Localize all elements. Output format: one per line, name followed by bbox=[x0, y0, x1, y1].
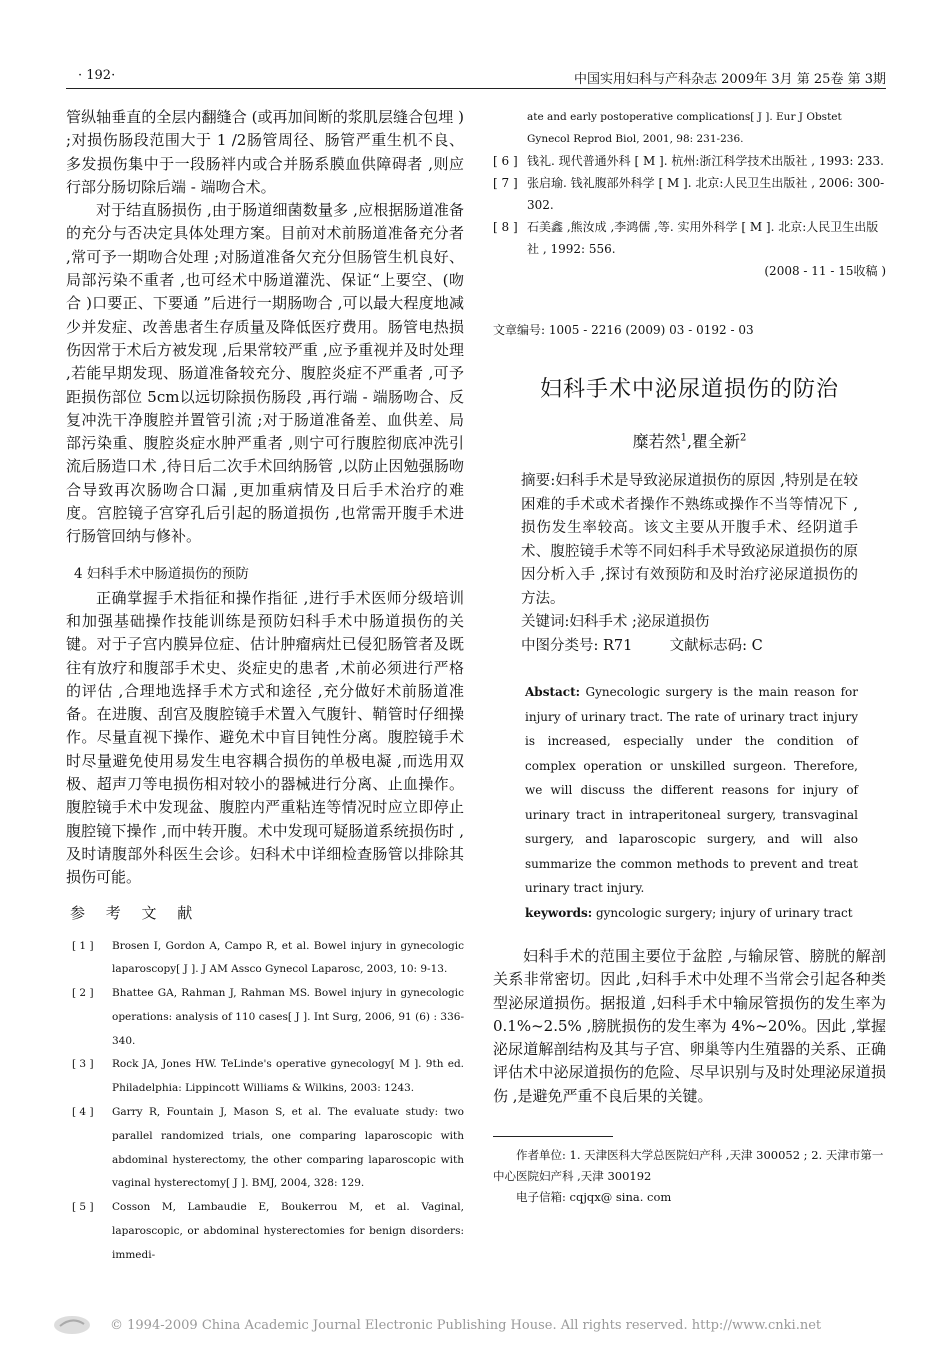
reference-number: [ 5 ] bbox=[72, 1201, 94, 1214]
author-affiliation-mark: 2 bbox=[740, 432, 747, 444]
reference-text: Garry R, Fountain J, Mason S, et al. The evaluate study: two parallel randomized trials, one comparing laparoscopic with abdominal hysterectomy, the other comparing laparoscopic with vaginal hysterectomy[ J ]. BMJ, 2004, 328: 129. bbox=[112, 1106, 464, 1190]
classification-line bbox=[521, 635, 858, 659]
reference-number: [ 3 ] bbox=[72, 1058, 94, 1071]
right-column bbox=[493, 106, 886, 1208]
reference-text: ate and early postoperative complications[ J ]. Eur J Obstet Gynecol Reprod Biol, 2001, 98: 231-236. bbox=[527, 111, 842, 145]
reference-number: [ 8 ] bbox=[493, 220, 518, 234]
received-date: (2008 - 11 - 15收稿 ) bbox=[764, 264, 886, 278]
reference-number: [ 1 ] bbox=[72, 939, 94, 952]
right-body-paragraph: 妇科手术的范围主要位于盆腔 ,与输尿管、膀胱的解剖关系非常密切。因此 ,妇科手术中处理不当常会引起各种类型泌尿道损伤。据报道 ,妇科手术中输尿管损伤的发生率为 0.1%~2.5% ,膀胱损伤的发生率为 4%~20%。因此 ,掌握泌尿道解剖结构及其与子宫、卵巢等内生殖器的关系、正确评估术中泌尿道损伤的危险、尽早识别与及时处理泌尿道损伤 ,是避免严重不良后果的关键。 bbox=[493, 947, 886, 1105]
section-4-heading: 4 妇科手术中肠道损伤的预防 bbox=[74, 565, 249, 582]
references-list bbox=[66, 935, 464, 1268]
chinese-keywords: 关键词:妇科手术 ;泌尿道损伤 bbox=[521, 614, 710, 630]
reference-text: Brosen I, Gordon A, Campo R, et al. Bowel injury in gynecologic laparoscopy[ J ]. J AM Assco Gynecol Laparosc, 2003, 10: 9-13. bbox=[112, 939, 464, 976]
reference-number: [ 6 ] bbox=[493, 154, 518, 168]
english-abstract bbox=[525, 680, 858, 901]
chinese-abstract-block bbox=[521, 470, 858, 658]
keywords-label: keywords: bbox=[525, 905, 593, 920]
abstract-label: Abstact: bbox=[525, 685, 581, 699]
english-abstract-block bbox=[525, 680, 858, 925]
page-number: · 192· bbox=[78, 68, 116, 83]
reference-item bbox=[66, 1101, 464, 1196]
reference-item bbox=[66, 982, 464, 1053]
reference-continuation bbox=[493, 106, 886, 150]
classification-number: 中图分类号: R71 bbox=[521, 637, 633, 654]
left-column bbox=[66, 106, 464, 1268]
document-code: 文献标志码: C bbox=[669, 637, 763, 654]
author-affiliation-mark: 1 bbox=[680, 432, 687, 444]
reference-text: Cosson M, Lambaudie E, Boukerrou M, et al. Vaginal, laparoscopic, or abdominal hysterectomies for benign disorders: immedi- bbox=[112, 1201, 464, 1261]
author-email: 电子信箱: cqjqx@ sina. com bbox=[516, 1190, 672, 1205]
author-name: ,瞿全新 bbox=[686, 432, 741, 451]
reference-item bbox=[66, 1053, 464, 1101]
left-paragraph-1: 管纵轴垂直的全层内翻缝合 (或再加间断的浆肌层缝合包埋 ) ;对损伤肠段范围大于 1 /2肠管周径、肠管严重生机不良、多发损伤集中于一段肠袢内或合并肠系膜血供障碍者 ,则应行部分肠切除后端 - 端吻合术。 bbox=[66, 108, 464, 196]
journal-header: 中国实用妇科与产科杂志 2009年 3月 第 25卷 第 3期 bbox=[574, 72, 886, 87]
copyright-footer: © 1994-2009 China Academic Journal Electronic Publishing House. All rights reserved. http://www.cnki.net bbox=[110, 1318, 822, 1333]
reference-item bbox=[66, 1196, 464, 1267]
article-title: 妇科手术中泌尿道损伤的防治 bbox=[539, 377, 839, 402]
header-rule bbox=[66, 88, 886, 89]
left-paragraph-2: 对于结直肠损伤 ,由于肠道细菌数量多 ,应根据肠道准备的充分与否决定具体处理方案。目前对术前肠道准备充分者 ,常可予一期吻合处理 ;对肠道准备欠充分但肠管生机良好、局部污染不重者 ,也可经术中肠道灌洗、保证“上要空、(吻合 )口要正、下要通 ”后进行一期肠吻合 ,可以最大程度地减少并发症、改善患者生存质量及降低医疗费用。肠管电热损伤因常于术后方被发现 ,后果常较严重 ,应予重视并及时处理 ,若能早期发现、肠道准备较充分、腹腔炎症不严重者 ,可予距损伤部位 5cm以远切除损伤肠段 ,再行端 - 端肠吻合、反复冲洗干净腹腔并置管引流 ;对于肠道准备差、血供差、局部污染重、腹腔炎症水肿严重者 ,则宁可行腹腔彻底冲洗引流后肠造口术 ,待日后二次手术回纳肠管 ,以防止因勉强肠吻合导致再次肠吻合口漏 ,更加重病情及日后手术治疗的难度。宫腔镜子宫穿孔后引起的肠道损伤 ,也常需开腹手术进行肠管回纳与修补。 bbox=[66, 201, 464, 546]
reference-text: Rock JA, Jones HW. TeLinde's operative gynecology[ M ]. 9th ed. Philadelphia: Lippincott Williams & Wilkins, 2003: 1243. bbox=[112, 1058, 464, 1095]
article-number: 文章编号: 1005 - 2216 (2009) 03 - 0192 - 03 bbox=[493, 323, 754, 337]
reference-item bbox=[493, 216, 886, 260]
reference-number: [ 4 ] bbox=[72, 1106, 94, 1119]
author-name: 糜若然 bbox=[632, 432, 681, 451]
reference-number: [ 7 ] bbox=[493, 176, 518, 190]
reference-number: [ 2 ] bbox=[72, 987, 94, 1000]
english-keywords-text: gyncologic surgery; injury of urinary tract bbox=[592, 905, 853, 920]
authors bbox=[493, 429, 886, 452]
reference-item bbox=[493, 172, 886, 216]
english-abstract-text: Gynecologic surgery is the main reason for injury of urinary tract. The rate of urinary tract injury is increased, especially under the condition of complex operation or unskilled surgeon. Therefore, we will discuss the different reasons for injury of urinary tract in intraperitoneal surgery, transvaginal surgery, and laparoscopic surgery, and will also summarize the common methods to prevent and treat urinary tract injury. bbox=[525, 685, 858, 895]
reference-item bbox=[493, 150, 886, 172]
reference-text: Bhattee GA, Rahman J, Rahman MS. Bowel injury in gynecologic operations: analysis of 110 cases[ J ]. Int Surg, 2006, 91 (6) : 336-340. bbox=[112, 987, 464, 1047]
chinese-abstract: 摘要:妇科手术是导致泌尿道损伤的原因 ,特别是在较困难的手术或术者操作不熟练或操作不当等情况下 ,损伤发生率较高。该文主要从开腹手术、经阴道手术、腹腔镜手术等不同妇科手术导致泌尿道损伤的原因分析入手 ,探讨有效预防和及时治疗泌尿道损伤的方法。 bbox=[521, 473, 858, 607]
reference-text: 张启瑜. 钱礼腹部外科学 [ M ]. 北京:人民卫生出版社 , 2006: 300-302. bbox=[527, 176, 885, 212]
reference-item bbox=[66, 935, 464, 983]
references-heading: 参 考 文 献 bbox=[70, 903, 201, 922]
footnote-rule bbox=[493, 1136, 613, 1137]
reference-text: 石美鑫 ,熊汝成 ,李鸿儒 ,等. 实用外科学 [ M ]. 北京:人民卫生出版社 , 1992: 556. bbox=[527, 220, 879, 256]
english-keywords bbox=[525, 901, 858, 926]
left-paragraph-3: 正确掌握手术指征和操作指征 ,进行手术医师分级培训和加强基础操作技能训练是预防妇科手术中肠道损伤的关键。对于子宫内膜异位症、估计肿瘤病灶已侵犯肠管者及既往有放疗和腹部手术史、炎症史的患者 ,术前必须进行严格的评估 ,合理地选择手术方式和途径 ,充分做好术前肠道准备。在进腹、刮宫及腹腔镜手术置入气腹针、鞘管时仔细操作。尽量直视下操作、避免术中盲目钝性分离。腹腔镜手术时尽量避免使用易发生电容耦合损伤的单极电凝 ,而选用双极、超声刀等电损伤相对较小的器械进行分离、止血操作。腹腔镜手术中发现盆、腹腔内严重粘连等情况时应立即停止腹腔镜下操作 ,而中转开腹。术中发现可疑肠道系统损伤时 ,及时请腹部外科医生会诊。妇科术中详细检查肠管以排除其损伤可能。 bbox=[66, 588, 464, 887]
reference-text: 钱礼. 现代普通外科 [ M ]. 杭州:浙江科学技术出版社 , 1993: 233. bbox=[527, 154, 884, 168]
author-affiliation: 作者单位: 1. 天津医科大学总医院妇产科 ,天津 300052 ; 2. 天津市第一中心医院妇产科 ,天津 300192 bbox=[493, 1148, 884, 1184]
